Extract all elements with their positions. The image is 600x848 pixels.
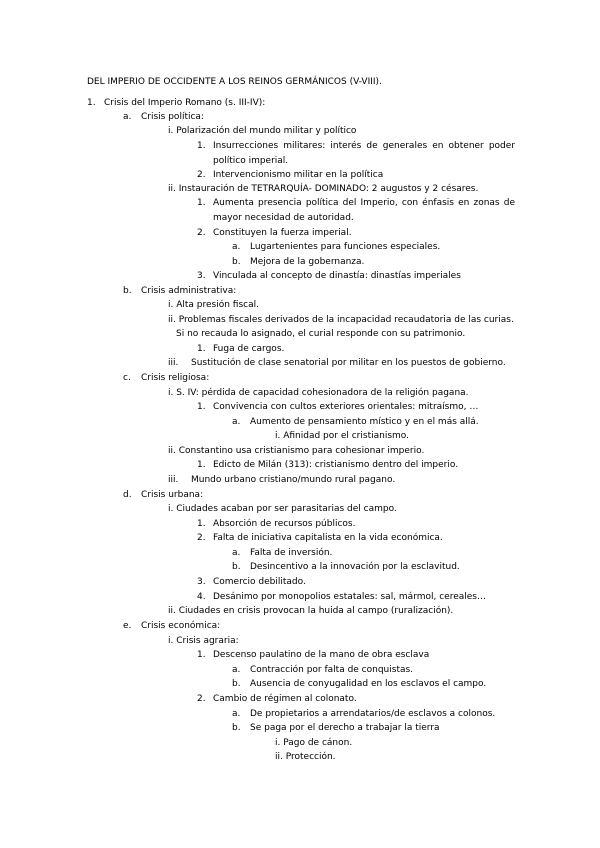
list-item: Intervencionismo militar en la política xyxy=(213,170,384,180)
list-item: Absorción de recursos públicos. xyxy=(213,519,356,529)
list-item: ii. Ciudades en crisis provocan la huida al campo (ruralización). xyxy=(168,606,454,616)
list-item: Se paga por el derecho a trabajar la tierra xyxy=(250,723,440,733)
list-item: Falta de inversión. xyxy=(250,548,333,558)
section-number: 1. xyxy=(87,98,96,108)
list-item-continuation: Si no recauda lo asignado, el curial responde con su patrimonio. xyxy=(176,329,466,339)
list-marker: b. xyxy=(232,562,241,572)
list-marker: 2. xyxy=(197,533,206,543)
list-marker: iii. xyxy=(168,475,179,485)
list-item: Aumenta presencia política del Imperio, con énfasis en zonas de mayor necesidad de autoridad. xyxy=(213,198,515,223)
list-marker: 4. xyxy=(197,592,206,602)
list-marker: 1. xyxy=(197,402,206,412)
list-marker: b. xyxy=(232,723,241,733)
list-item: i. Polarización del mundo militar y político xyxy=(168,126,357,136)
list-item: i. Ciudades acaban por ser parasitarias del campo. xyxy=(168,504,397,514)
list-item: Desincentivo a la innovación por la esclavitud. xyxy=(250,562,460,572)
list-marker: 1. xyxy=(197,519,206,529)
list-item: Descenso paulatino de la mano de obra esclava xyxy=(213,650,430,660)
list-marker: a. xyxy=(232,548,241,558)
list-marker: 1. xyxy=(197,650,206,660)
subsection-heading: Crisis religiosa: xyxy=(141,373,210,383)
list-marker: 3. xyxy=(197,271,206,281)
subsection-heading: Crisis política: xyxy=(141,112,204,122)
subsection-heading: Crisis administrativa: xyxy=(141,286,237,296)
list-item: ii. Problemas fiscales derivados de la incapacidad recaudatoria de las curias. xyxy=(168,315,514,325)
section-heading: Crisis del Imperio Romano (s. III-IV): xyxy=(104,98,266,108)
list-marker: a. xyxy=(232,665,241,675)
document-title: DEL IMPERIO DE OCCIDENTE A LOS REINOS GERMÁNICOS (V-VIII). xyxy=(87,77,382,87)
list-item: Convivencia con cultos exteriores orientales: mitraísmo, … xyxy=(213,402,479,412)
list-item: De propietarios a arrendatarios/de esclavos a colonos. xyxy=(250,709,496,719)
list-item: ii. Constantino usa cristianismo para cohesionar imperio. xyxy=(168,446,425,456)
list-item: Sustitución de clase senatorial por militar en los puestos de gobierno. xyxy=(191,358,506,368)
list-marker: d. xyxy=(123,490,132,500)
subsection-heading: Crisis urbana: xyxy=(141,490,204,500)
list-marker: c. xyxy=(123,373,131,383)
list-marker: a. xyxy=(232,417,241,427)
list-item: Edicto de Milán (313): cristianismo dentro del imperio. xyxy=(213,460,459,470)
list-marker: iii. xyxy=(168,358,179,368)
list-marker: e. xyxy=(123,621,132,631)
list-item: i. Alta presión fiscal. xyxy=(168,300,259,310)
list-item: Falta de iniciativa capitalista en la vida económica. xyxy=(213,533,443,543)
list-item: i. Crisis agraria: xyxy=(168,636,239,646)
list-marker: b. xyxy=(123,286,132,296)
list-marker: 3. xyxy=(197,577,206,587)
list-item: Cambio de régimen al colonato. xyxy=(213,694,357,704)
list-item: ii. Protección. xyxy=(275,752,336,762)
list-item: Lugartenientes para funciones especiales. xyxy=(250,242,441,252)
subsection-heading: Crisis económica: xyxy=(141,621,221,631)
list-marker: 1. xyxy=(197,198,206,208)
list-item: ii. Instauración de TETRARQUÍA- DOMINADO: 2 augustos y 2 césares. xyxy=(168,184,479,194)
list-item: Mejora de la gobernanza. xyxy=(250,257,365,267)
list-marker: 1. xyxy=(197,460,206,470)
list-marker: 1. xyxy=(197,141,206,151)
list-item: Comercio debilitado. xyxy=(213,577,306,587)
list-item: Vinculada al concepto de dinastía: dinastías imperiales xyxy=(213,271,461,281)
list-item: i. S. IV: pérdida de capacidad cohesionadora de la religión pagana. xyxy=(168,388,469,398)
list-item: Constituyen la fuerza imperial. xyxy=(213,228,352,238)
list-item: Insurrecciones militares: interés de generales en obtener poder político imperial. xyxy=(213,141,515,166)
list-marker: b. xyxy=(232,257,241,267)
list-marker: a. xyxy=(232,709,241,719)
list-item: Ausencia de conyugalidad en los esclavos el campo. xyxy=(250,679,487,689)
list-item: Aumento de pensamiento místico y en el más allá. xyxy=(250,417,479,427)
list-item: Fuga de cargos. xyxy=(213,344,285,354)
list-marker: 2. xyxy=(197,170,206,180)
list-marker: b. xyxy=(232,679,241,689)
list-marker: 2. xyxy=(197,228,206,238)
list-marker: 2. xyxy=(197,694,206,704)
list-item: Contracción por falta de conquistas. xyxy=(250,665,414,675)
list-item: i. Afinidad por el cristianismo. xyxy=(275,431,409,441)
list-item: Desánimo por monopolios estatales: sal, mármol, cereales… xyxy=(213,592,486,602)
list-item: i. Pago de cánon. xyxy=(275,738,353,748)
list-marker: 1. xyxy=(197,344,206,354)
list-item: Mundo urbano cristiano/mundo rural pagano. xyxy=(191,475,396,485)
list-marker: a. xyxy=(232,242,241,252)
list-marker: a. xyxy=(123,112,132,122)
